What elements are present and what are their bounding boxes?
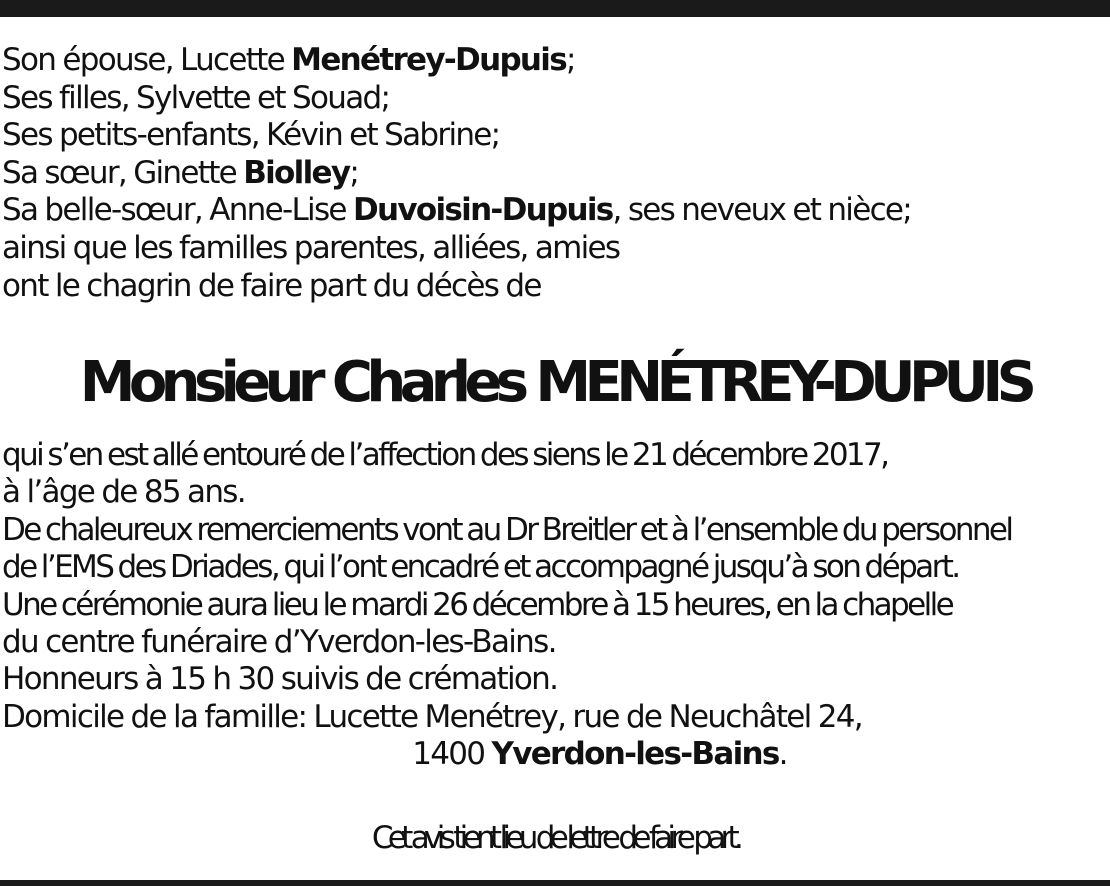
spouse-name: Menétrey-Dupuis: [291, 42, 566, 78]
extended-family-line: ainsi que les familles parentes, alliées, amies: [2, 229, 620, 266]
ceremony-line-2: du centre funéraire d’Yverdon-les-Bains.: [2, 624, 556, 661]
notice-details: [2, 437, 1108, 774]
town-suffix: .: [778, 736, 787, 773]
thanks-line-2: de l’EMS des Driades, qui l’ont encadré et accompagné jusqu’à son départ.: [2, 549, 959, 586]
closing-note: Cet avis tient lieu de lettre de faire part.: [371, 820, 739, 856]
sister-suffix: ;: [349, 154, 359, 191]
domicile-line: Domicile de la famille: Lucette Menétrey, rue de Neuchâtel 24,: [2, 698, 862, 735]
thanks-line-1: De chaleureux remerciements vont au Dr Breitler et à l’ensemble du personnel: [2, 511, 1012, 548]
family-list: [2, 42, 1108, 305]
bottom-border-rule: [0, 880, 1110, 886]
spouse-line: [2, 42, 1108, 80]
domicile-town-line: [2, 736, 1108, 773]
spouse-prefix: Son épouse, Lucette: [2, 42, 292, 78]
sister-name: Biolley: [243, 154, 350, 191]
top-border-rule: [0, 0, 1110, 17]
sister-prefix: Sa sœur, Ginette: [2, 154, 244, 191]
sister-in-law-suffix: , ses neveux et nièce;: [612, 192, 912, 229]
spouse-suffix: ;: [566, 42, 575, 78]
announcement-line: ont le chagrin de faire part du décès de: [2, 267, 541, 304]
grandchildren-line: Ses petits-enfants, Kévin et Sabrine;: [2, 117, 500, 154]
sister-in-law-line: [2, 192, 1108, 230]
town-name: Yverdon-les-Bains: [491, 736, 779, 773]
ceremony-line-1: Une cérémonie aura lieu le mardi 26 décembre à 15 heures, en la chapelle: [2, 586, 953, 623]
daughters-line: Ses filles, Sylvette et Souad;: [2, 79, 390, 116]
postcode: 1400: [412, 736, 492, 773]
deceased-name: Monsieur Charles MENÉTREY-DUPUIS: [79, 350, 1031, 415]
sister-in-law-name: Duvoisin-Dupuis: [352, 192, 613, 229]
honours-line: Honneurs à 15 h 30 suivis de crémation.: [2, 661, 558, 698]
passing-line: qui s’en est allé entouré de l’affection des siens le 21 décembre 2017,: [2, 437, 888, 473]
sister-line: [2, 155, 1108, 193]
age-line: à l’âge de 85 ans.: [2, 474, 245, 511]
sister-in-law-prefix: Sa belle-sœur, Anne-Lise: [2, 192, 353, 229]
